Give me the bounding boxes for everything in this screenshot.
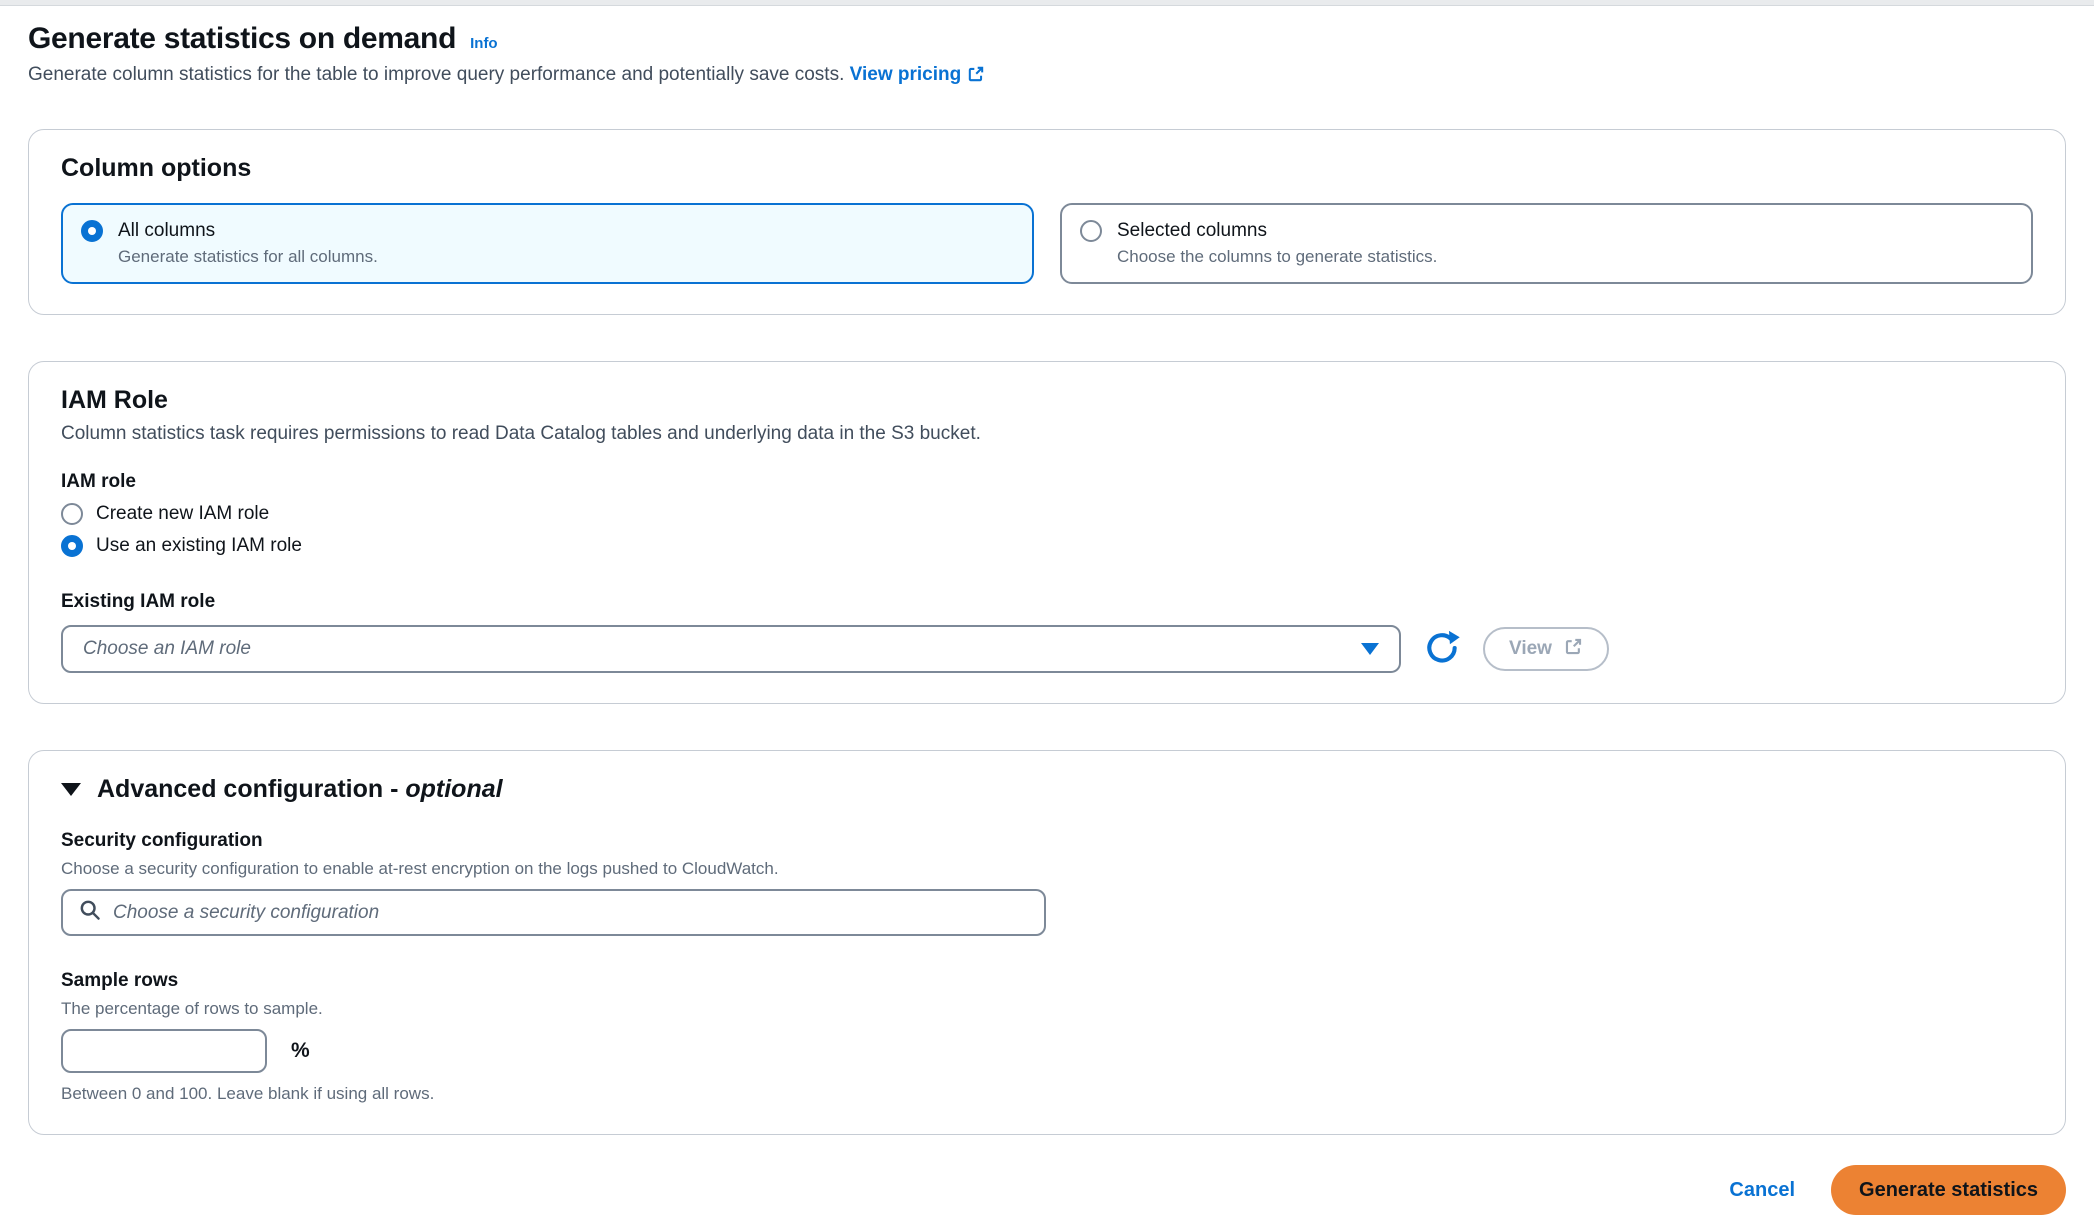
cancel-button[interactable]: Cancel [1729,1178,1796,1201]
tile-selected-columns-description: Choose the columns to generate statistics. [1117,247,1438,266]
radio-option-use-existing-iam-role[interactable] [61,535,2033,557]
security-configuration-label: Security configuration [61,830,263,851]
iam-role-select-placeholder: Choose an IAM role [83,638,251,659]
generate-statistics-page [0,6,2094,1215]
existing-iam-role-row [61,625,2033,673]
sample-rows-input[interactable] [61,1029,267,1073]
existing-iam-role-label: Existing IAM role [61,591,216,612]
form-actions [28,1165,2066,1215]
generate-statistics-button[interactable]: Generate statistics [1831,1165,2066,1215]
page-description-text: Generate column statistics for the table to improve query performance and potentially save costs. [28,64,845,85]
optional-label: optional [405,775,503,803]
advanced-configuration-expander[interactable] [61,775,2033,804]
chevron-down-icon [1361,643,1379,655]
advanced-configuration-title: Advanced configuration - [97,775,399,803]
column-options-title: Column options [61,154,252,182]
page-description [28,64,2066,89]
iam-role-card [28,361,2066,704]
radio-use-existing-iam-role-label: Use an existing IAM role [96,535,302,556]
percent-suffix: % [291,1039,310,1062]
sample-rows-label: Sample rows [61,970,179,991]
tile-selected-columns-label: Selected columns [1117,220,1267,241]
tile-selected-columns[interactable] [1060,203,2033,284]
sample-rows-description: The percentage of rows to sample. [61,999,323,1018]
column-options-tiles [61,203,2033,284]
iam-role-select[interactable] [61,625,1401,673]
refresh-icon [1423,629,1461,670]
radio-option-create-new-iam-role[interactable] [61,503,2033,525]
page-header [28,22,2066,56]
triangle-down-icon [61,783,81,796]
info-link[interactable]: Info [470,35,498,52]
page-title: Generate statistics on demand [28,22,457,55]
search-icon [79,899,101,926]
iam-role-group-label: IAM role [61,471,136,492]
column-options-card [28,129,2066,315]
tile-all-columns-description: Generate statistics for all columns. [118,247,378,266]
sample-rows-input-row [61,1029,2033,1073]
iam-role-title: IAM Role [61,386,168,414]
security-configuration-input[interactable] [113,902,1028,924]
iam-role-description: Column statistics task requires permissions to read Data Catalog tables and underlying data in the S3 bucket. [61,423,981,444]
refresh-button[interactable] [1419,626,1465,672]
radio-create-new-iam-role-label: Create new IAM role [96,503,270,524]
radio-all-columns[interactable] [81,220,103,242]
advanced-configuration-card [28,750,2066,1135]
tile-all-columns[interactable] [61,203,1034,284]
security-configuration-description: Choose a security configuration to enable at-rest encryption on the logs pushed to CloudWatch. [61,859,779,878]
sample-rows-constraint: Between 0 and 100. Leave blank if using all rows. [61,1084,435,1103]
security-configuration-search[interactable] [61,889,1046,936]
external-link-icon [967,65,985,89]
radio-create-new-iam-role[interactable] [61,503,83,525]
view-pricing-link[interactable]: View pricing [850,64,986,85]
view-button[interactable] [1483,627,1609,671]
view-button-label: View [1509,638,1552,659]
tile-all-columns-label: All columns [118,220,216,241]
radio-use-existing-iam-role[interactable] [61,535,83,557]
radio-selected-columns[interactable] [1080,220,1102,242]
external-link-icon [1564,637,1583,662]
